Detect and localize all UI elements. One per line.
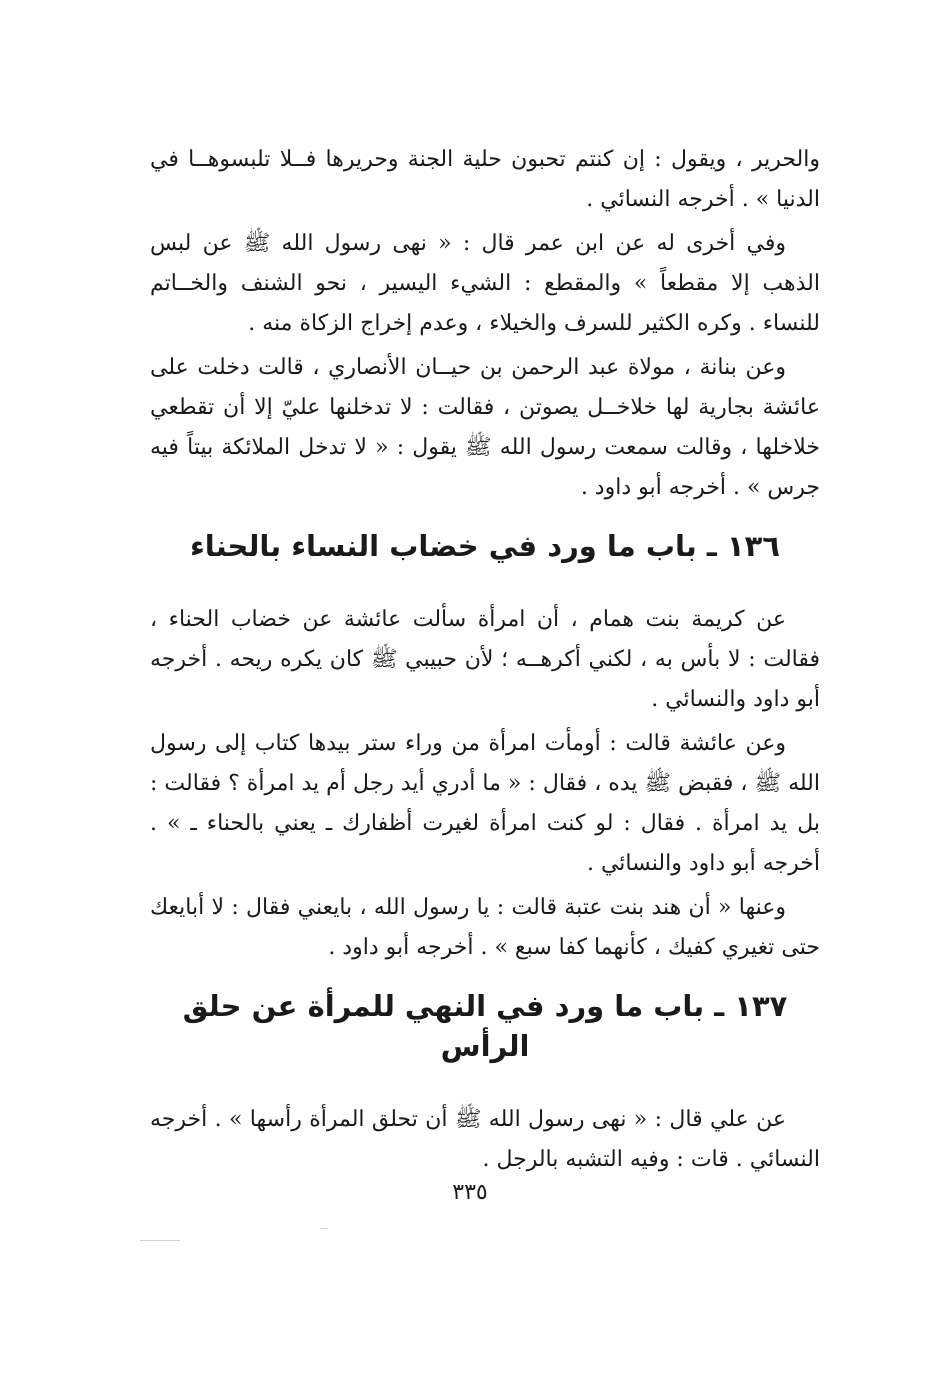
paragraph-ibn-umar-gold: وفي أخرى له عن ابن عمر قال : « نهى رسول الله ﷺ عن لبس الذهب إلا مقطعاً » والمقطع : الشيء اليسير ، نحو الشنف والخــاتم للنساء . وكره الكثير للسرف والخيلاء ، وعدم إخراج الزكاة منه . bbox=[150, 231, 820, 336]
section-heading-136: ١٣٦ ـ باب ما ورد في خضاب النساء بالحناء bbox=[189, 529, 780, 563]
paragraph-hind-palms: وعنها « أن هند بنت عتبة قالت : يا رسول الله ، بايعني فقال : لا أبايعك حتى تغيري كفيك ، كأنهما كفا سبع » . أخرجه أبو داود . bbox=[150, 895, 820, 960]
scan-artifact-dot bbox=[320, 1228, 328, 1229]
page-body bbox=[150, 140, 820, 1184]
scan-artifact-line bbox=[140, 1240, 180, 1241]
section-heading-137: ١٣٧ ـ باب ما ورد في النهي للمرأة عن حلق الرأس bbox=[182, 989, 788, 1063]
paragraph-ali-shaving: عن علي قال : « نهى رسول الله ﷺ أن تحلق المرأة رأسها » . أخرجه النسائي . قات : وفيه التشبه بالرجل . bbox=[150, 1107, 820, 1172]
paragraph-aisha-hand: وعن عائشة قالت : أومأت امرأة من وراء ستر بيدها كتاب إلى رسول الله ﷺ ، فقبض ﷺ يده ، فقال : « ما أدري أيد رجل أم يد امرأة ؟ فقالت : بل يد امرأة . فقال : لو كنت امرأة لغيرت أظفارك ـ يعني بالحناء ـ » . أخرجه أبو داود والنسائي . bbox=[150, 731, 820, 876]
paragraph-bunana-bells: وعن بنانة ، مولاة عبد الرحمن بن حيــان الأنصاري ، قالت دخلت على عائشة بجارية لها خلاخــل يصوتن ، فقالت : لا تدخلنها عليّ إلا أن تقطعي خلاخلها ، وقالت سمعت رسول الله ﷺ يقول : « لا تدخل الملائكة بيتاً فيه جرس » . أخرجه أبو داود . bbox=[150, 355, 820, 500]
page-number: ٣٣٥ bbox=[452, 1180, 488, 1205]
paragraph-continued-silk: والحرير ، ويقول : إن كنتم تحبون حلية الجنة وحريرها فــلا تلبسوهــا في الدنيا » . أخرجه النسائي . bbox=[150, 147, 820, 212]
paragraph-karima-henna: عن كريمة بنت همام ، أن امرأة سألت عائشة عن خضاب الحناء ، فقالت : لا بأس به ، لكني أكرهــه ؛ لأن حبيبي ﷺ كان يكره ريحه . أخرجه أبو داود والنسائي . bbox=[150, 607, 820, 712]
